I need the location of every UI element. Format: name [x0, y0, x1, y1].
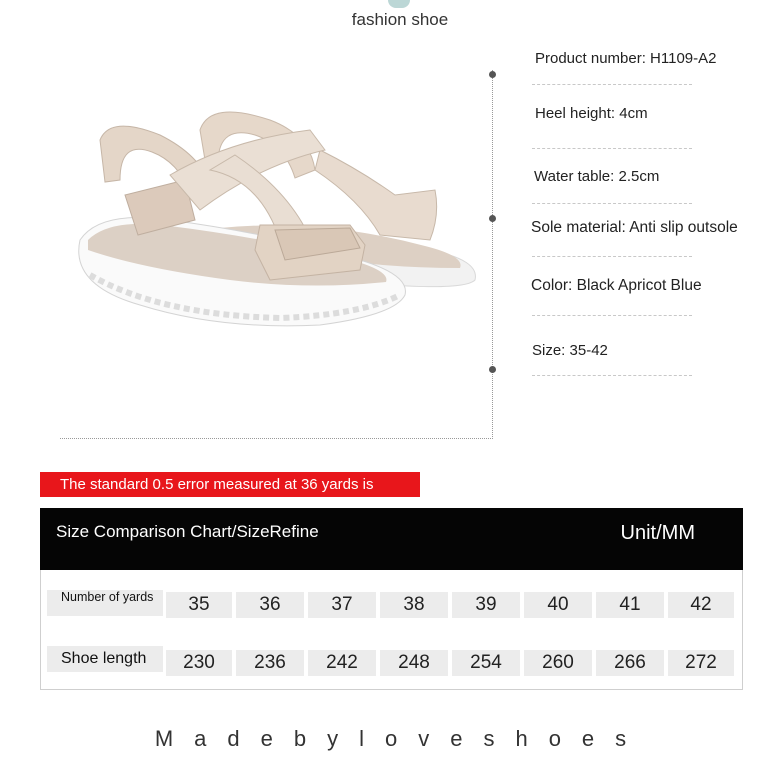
- yards-cell: 36: [236, 592, 304, 618]
- size-chart-unit: Unit/MM: [620, 522, 695, 544]
- spec-divider: [532, 84, 692, 85]
- row-label-yards: Number of yards: [47, 590, 163, 616]
- footer-tagline: Madebyloveshoes: [154, 726, 648, 751]
- yards-cell: 40: [524, 592, 592, 618]
- size-chart-header: [40, 508, 743, 570]
- yards-cell: 42: [668, 592, 734, 618]
- spec-divider: [532, 203, 692, 204]
- length-cell: 236: [236, 650, 304, 676]
- spec-heel-height: Heel height: 4cm: [535, 105, 648, 122]
- length-cell: 272: [668, 650, 734, 676]
- spec-dot: [489, 366, 496, 373]
- spec-color: Color: Black Apricot Blue: [531, 277, 702, 294]
- spec-product-number: Product number: H1109-A2: [535, 50, 717, 67]
- yards-cell: 39: [452, 592, 520, 618]
- row-label-shoe-length: Shoe length: [47, 646, 163, 672]
- spec-divider: [532, 148, 692, 149]
- size-chart-title: Size Comparison Chart/SizeRefine: [56, 522, 319, 541]
- brand-title: fashion shoe: [351, 10, 449, 29]
- spec-dot: [489, 215, 496, 222]
- length-cell: 254: [452, 650, 520, 676]
- yards-cell: 41: [596, 592, 664, 618]
- spec-size: Size: 35-42: [532, 342, 608, 359]
- spec-dot: [489, 71, 496, 78]
- length-cell: 260: [524, 650, 592, 676]
- length-cell: 230: [166, 650, 232, 676]
- spec-water-table: Water table: 2.5cm: [534, 168, 660, 185]
- brand-logo-mark: [388, 0, 410, 8]
- product-photo: [60, 100, 490, 340]
- length-cell: 248: [380, 650, 448, 676]
- length-cell: 242: [308, 650, 376, 676]
- yards-cell: 35: [166, 592, 232, 618]
- yards-cell: 37: [308, 592, 376, 618]
- length-cell: 266: [596, 650, 664, 676]
- measurement-notice: The standard 0.5 error measured at 36 yards is: [40, 472, 420, 497]
- spec-divider: [532, 256, 692, 257]
- yards-cell: 38: [380, 592, 448, 618]
- spec-divider: [532, 315, 692, 316]
- spec-divider: [532, 375, 692, 376]
- spec-sole-material: Sole material: Anti slip outsole: [531, 219, 738, 236]
